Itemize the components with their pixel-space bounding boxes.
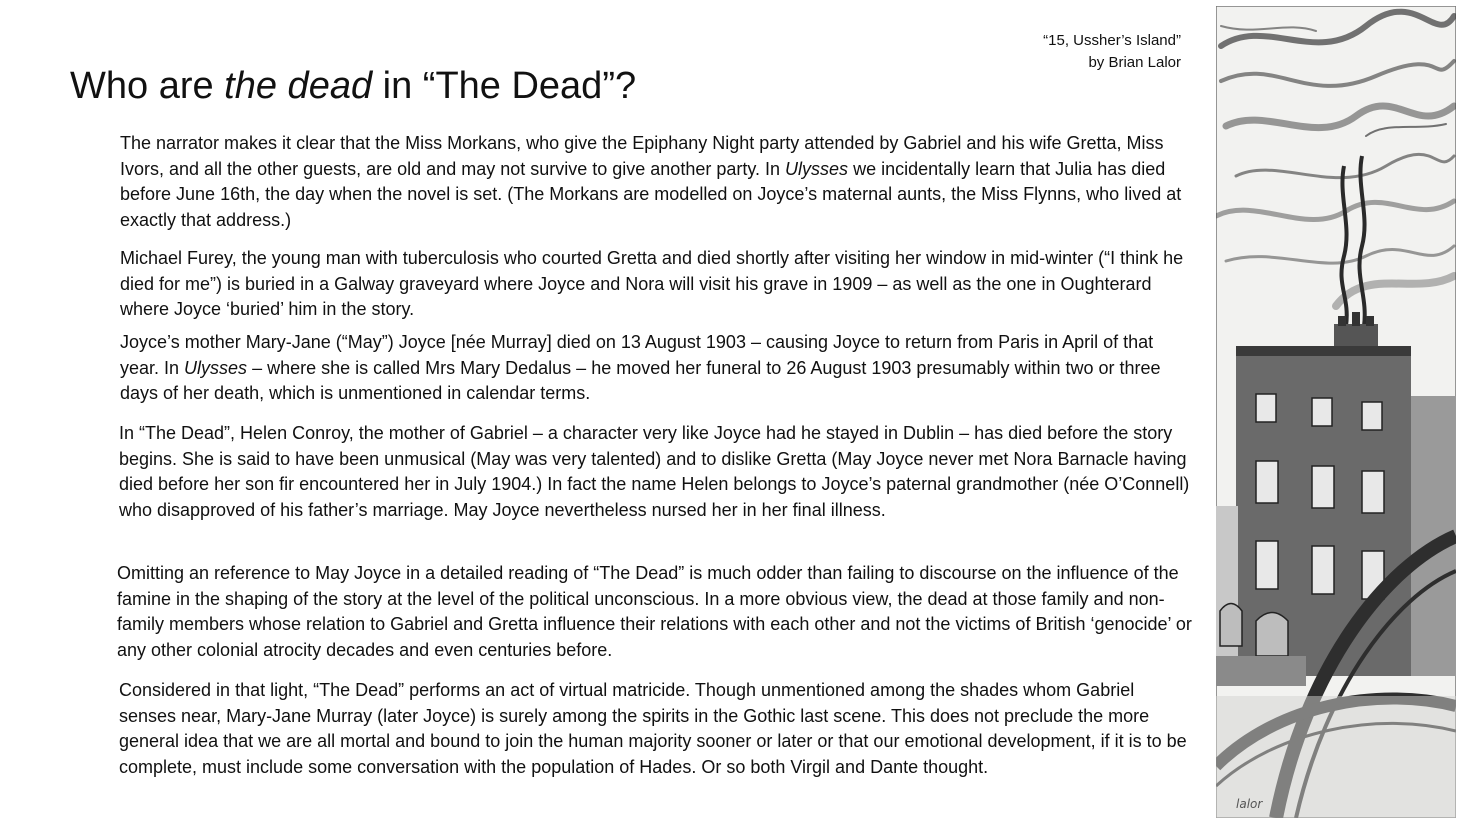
image-caption	[1043, 30, 1181, 74]
paragraph-5: Omitting an reference to May Joyce in a detailed reading of “The Dead” is much odder than failing to discourse on the influence of the famine in the shaping of the story at the level of the political unconscious. In a more obvious view, the dead at those family and non-family members whose relation to Gabriel and Gretta influence their relations with each other and not the victims of British ‘genocide’ or any other colonial atrocity decades and even centuries before.	[117, 563, 1192, 660]
etching-image	[1216, 6, 1456, 818]
paragraph-3: Joyce’s mother Mary-Jane (“May”) Joyce [née Murray] died on 13 August 1903 – causing Joyce to return from Paris in April of that year. In Ulysses – where she is called Mrs Mary Dedalus – he moved her funeral to 26 August 1903 presumably within two or three days of her death, which is unmentioned in calendar terms.	[120, 332, 1161, 403]
slide-title: Who are the dead in “The Dead”?	[70, 65, 637, 107]
paragraph-1: The narrator makes it clear that the Miss Morkans, who give the Epiphany Night party attended by Gabriel and his wife Gretta, Miss Ivors, and all the other guests, are old and may not survive to give another party. In Ulysses we incidentally learn that Julia has died before June 16th, the day when the novel is set. (The Morkans are modelled on Joyce’s maternal aunts, the Miss Flynns, who lived at exactly that address.)	[120, 133, 1182, 230]
paragraph-4: In “The Dead”, Helen Conroy, the mother of Gabriel – a character very like Joyce had he stayed in Dublin – has died before the story begins. She is said to have been unmusical (May was very talented) and to dislike Gretta (May Joyce never met Nora Barnacle having died before her son fir encountered her in July 1904.) In fact the name Helen belongs to Joyce’s paternal grandmother (née O’Connell) who disapproved of his father’s marriage. May Joyce nevertheless nursed her in her final illness.	[119, 423, 1190, 520]
caption-title: “15, Ussher’s Island”	[1043, 32, 1181, 49]
caption-artist: by Brian Lalor	[1088, 54, 1181, 71]
title-italic: the dead	[224, 65, 373, 107]
artist-signature: lalor	[1236, 797, 1263, 811]
paragraph-6: Considered in that light, “The Dead” performs an act of virtual matricide. Though unmentioned among the shades whom Gabriel senses near, Mary-Jane Murray (later Joyce) is surely among the spirits in the Gothic last scene. This does not preclude the more general idea that we are all mortal and bound to join the human majority sooner or later or that our emotional development, if it is to be complete, must include some conversation with the population of Hades. Or so both Virgil and Dante thought.	[119, 680, 1187, 777]
paragraph-2: Michael Furey, the young man with tuberculosis who courted Gretta and died shortly after visiting her window in mid-winter (“I think he died for me”) is buried in a Galway graveyard where Joyce and Nora will visit his grave in 1909 – as well as the one in Oughterard where Joyce ‘buried’ him in the story.	[120, 248, 1184, 319]
